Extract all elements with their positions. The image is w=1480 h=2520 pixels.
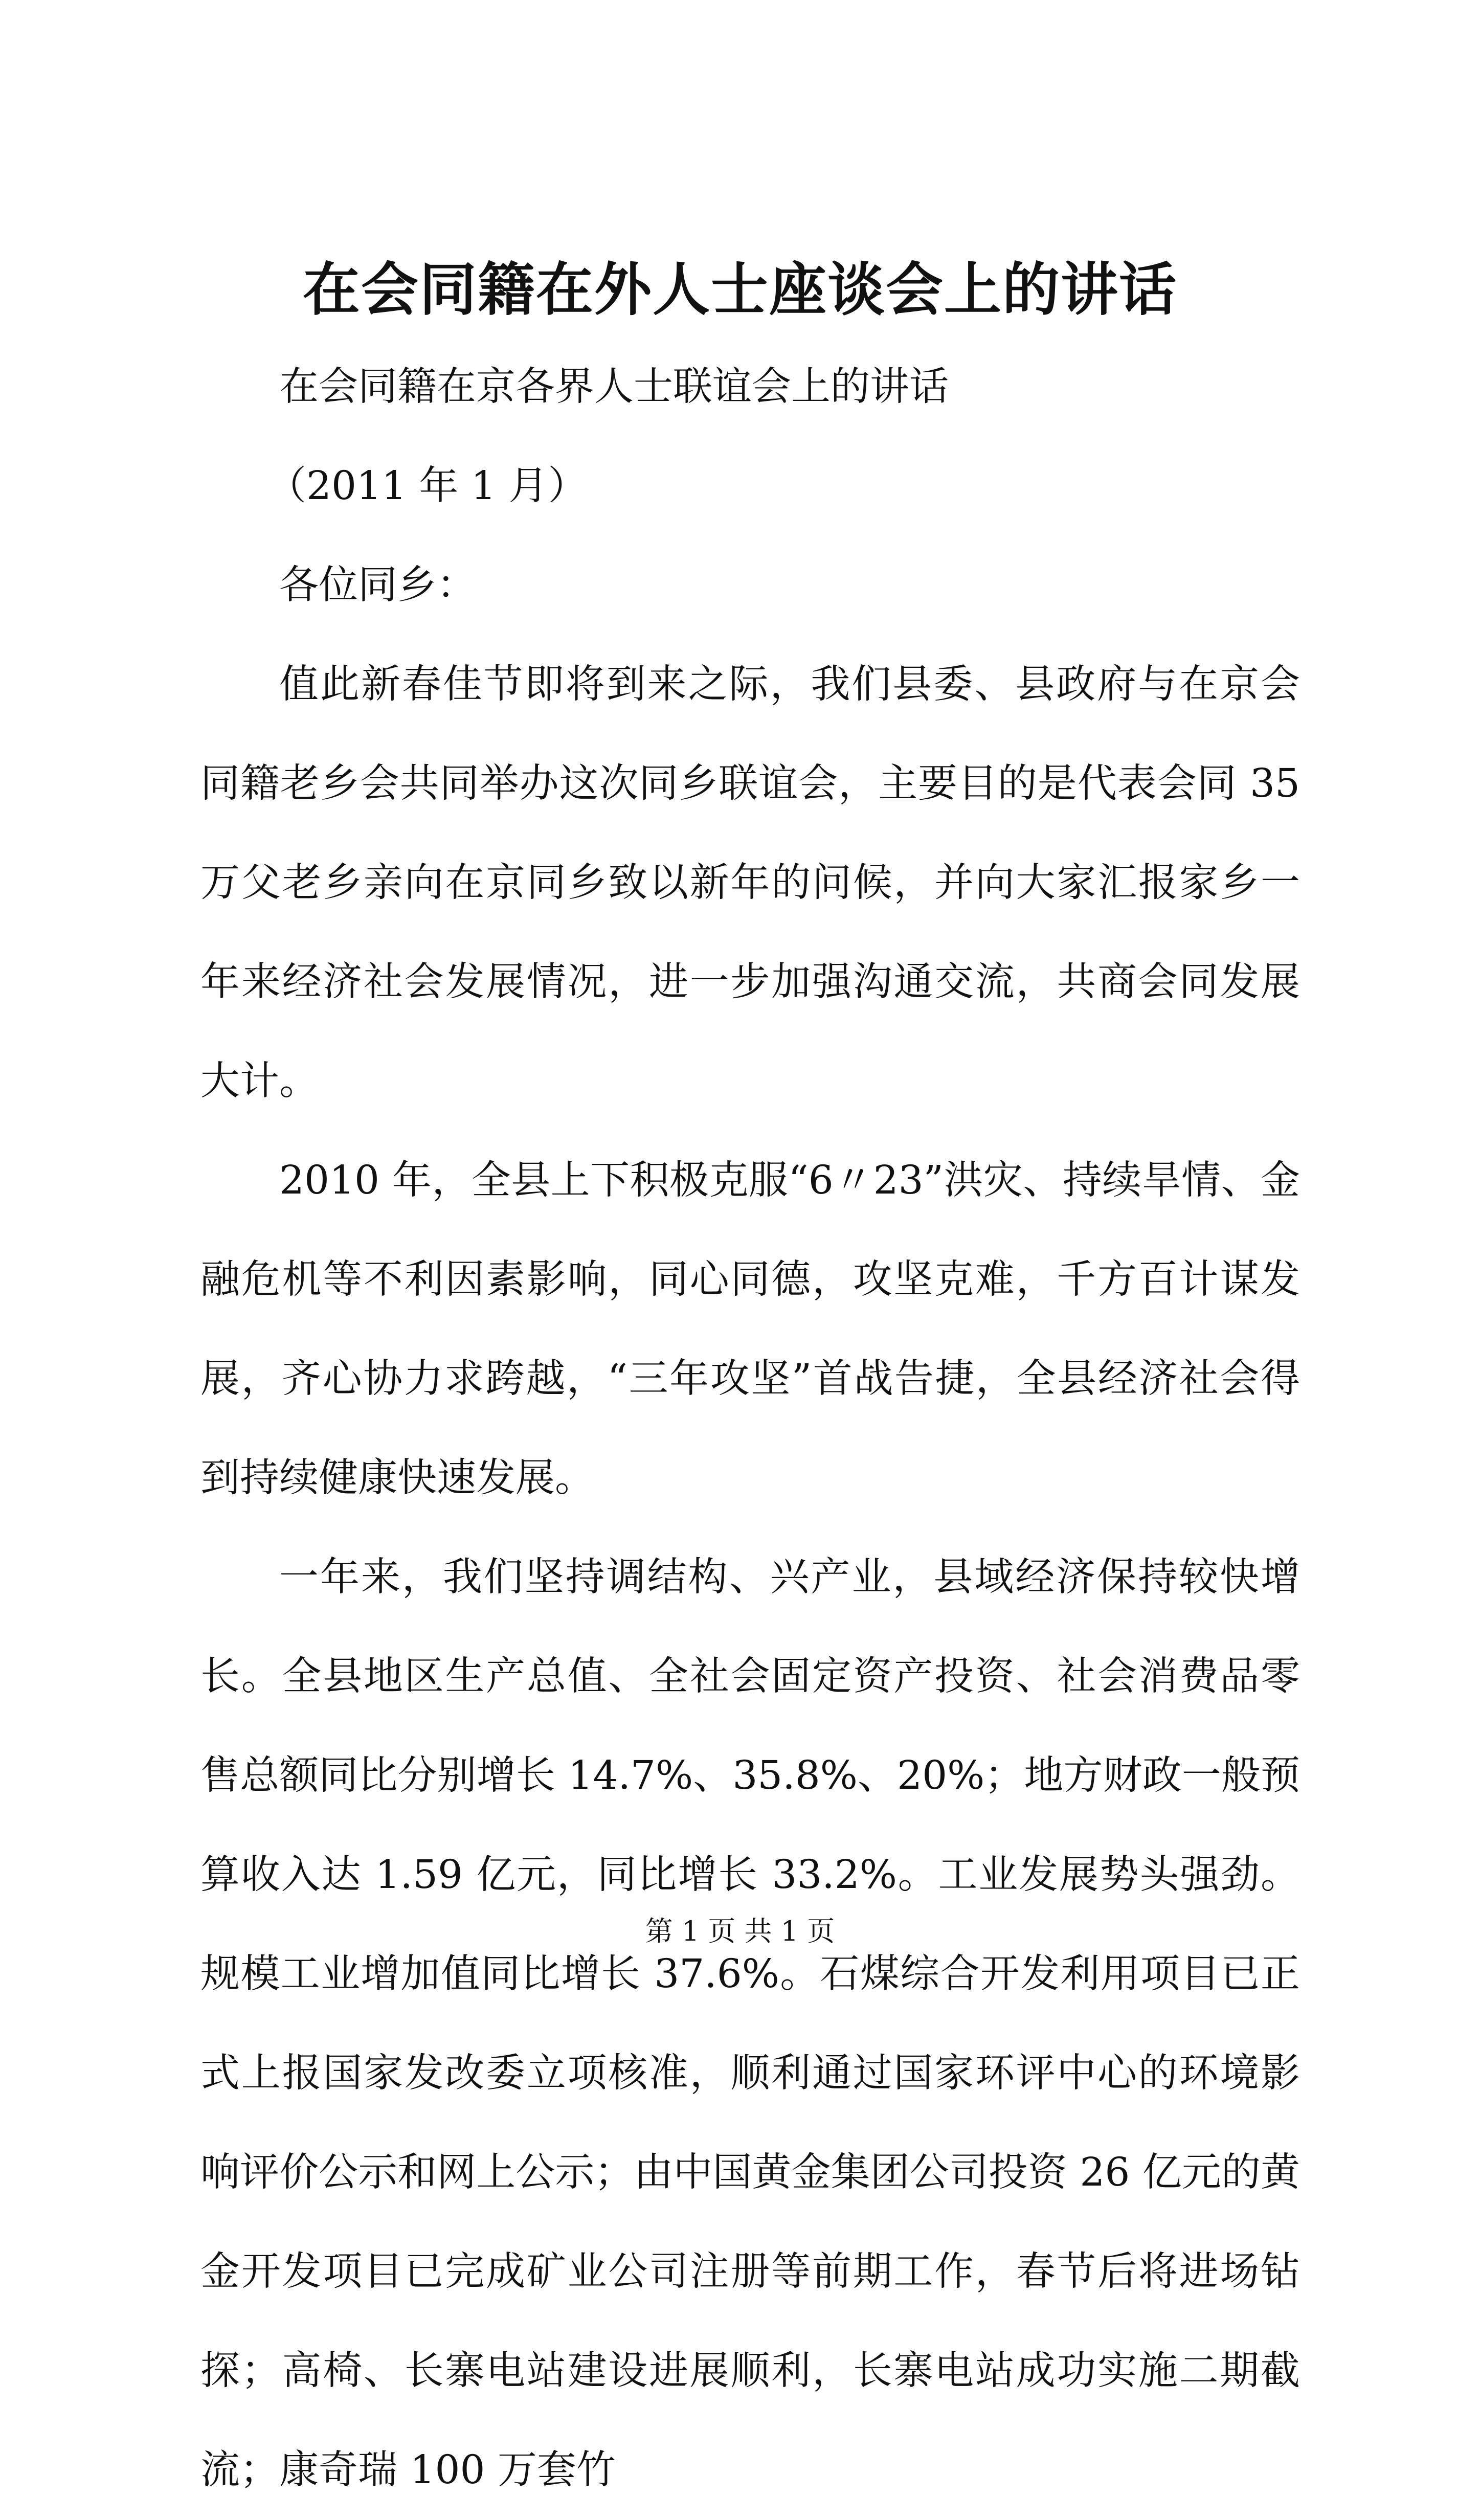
page-footer: 第 1 页 共 1 页 bbox=[645, 1915, 835, 1947]
body-paragraph-2: 2010 年，全县上下积极克服“6〃23”洪灾、持续旱情、金融危机等不利因素影响，同心同德，攻坚克难，千方百计谋发展，齐心协力求跨越，“三年攻坚”首战告捷，全县经济社会得到持续健康快速发展。 bbox=[200, 1158, 1300, 1501]
body-paragraph-3: 一年来，我们坚持调结构、兴产业，县域经济保持较快增长。全县地区生产总值、全社会固定资产投资、社会消费品零售总额同比分别增长 14.7%、35.8%、20%；地方财政一般预算收入达 1.59 亿元，同比增长 33.2%。工业发展势头强劲。规模工业增加值同比增长 37.6%。石煤综合开发利用项目已正式上报国家发改委立项核准，顺利通过国家环评中心的环境影响评价公示和网上公示；由中国黄金集团公司投资 26 亿元的黄金开发项目已完成矿业公司注册等前期工作，春节后将进场钻探；高椅、长寨电站建设进展顺利，长寨电站成功实施二期截流；康奇瑞 100 万套竹 bbox=[200, 1555, 1300, 2493]
document-title: 在会同籍在外人士座谈会上的讲话 bbox=[303, 256, 1177, 323]
salutation-paragraph: 各位同乡： bbox=[279, 562, 476, 608]
document-body bbox=[200, 338, 1300, 2520]
subtitle-paragraph: 在会同籍在京各界人士联谊会上的讲话 bbox=[279, 364, 949, 410]
date-paragraph: （2011 年 1 月） bbox=[267, 463, 588, 509]
body-paragraph-1: 值此新春佳节即将到来之际，我们县委、县政府与在京会同籍老乡会共同举办这次同乡联谊会，主要目的是代表会同 35 万父老乡亲向在京同乡致以新年的问候，并向大家汇报家乡一年来经济社会发展情况，进一步加强沟通交流，共商会同发展大计。 bbox=[200, 662, 1300, 1104]
